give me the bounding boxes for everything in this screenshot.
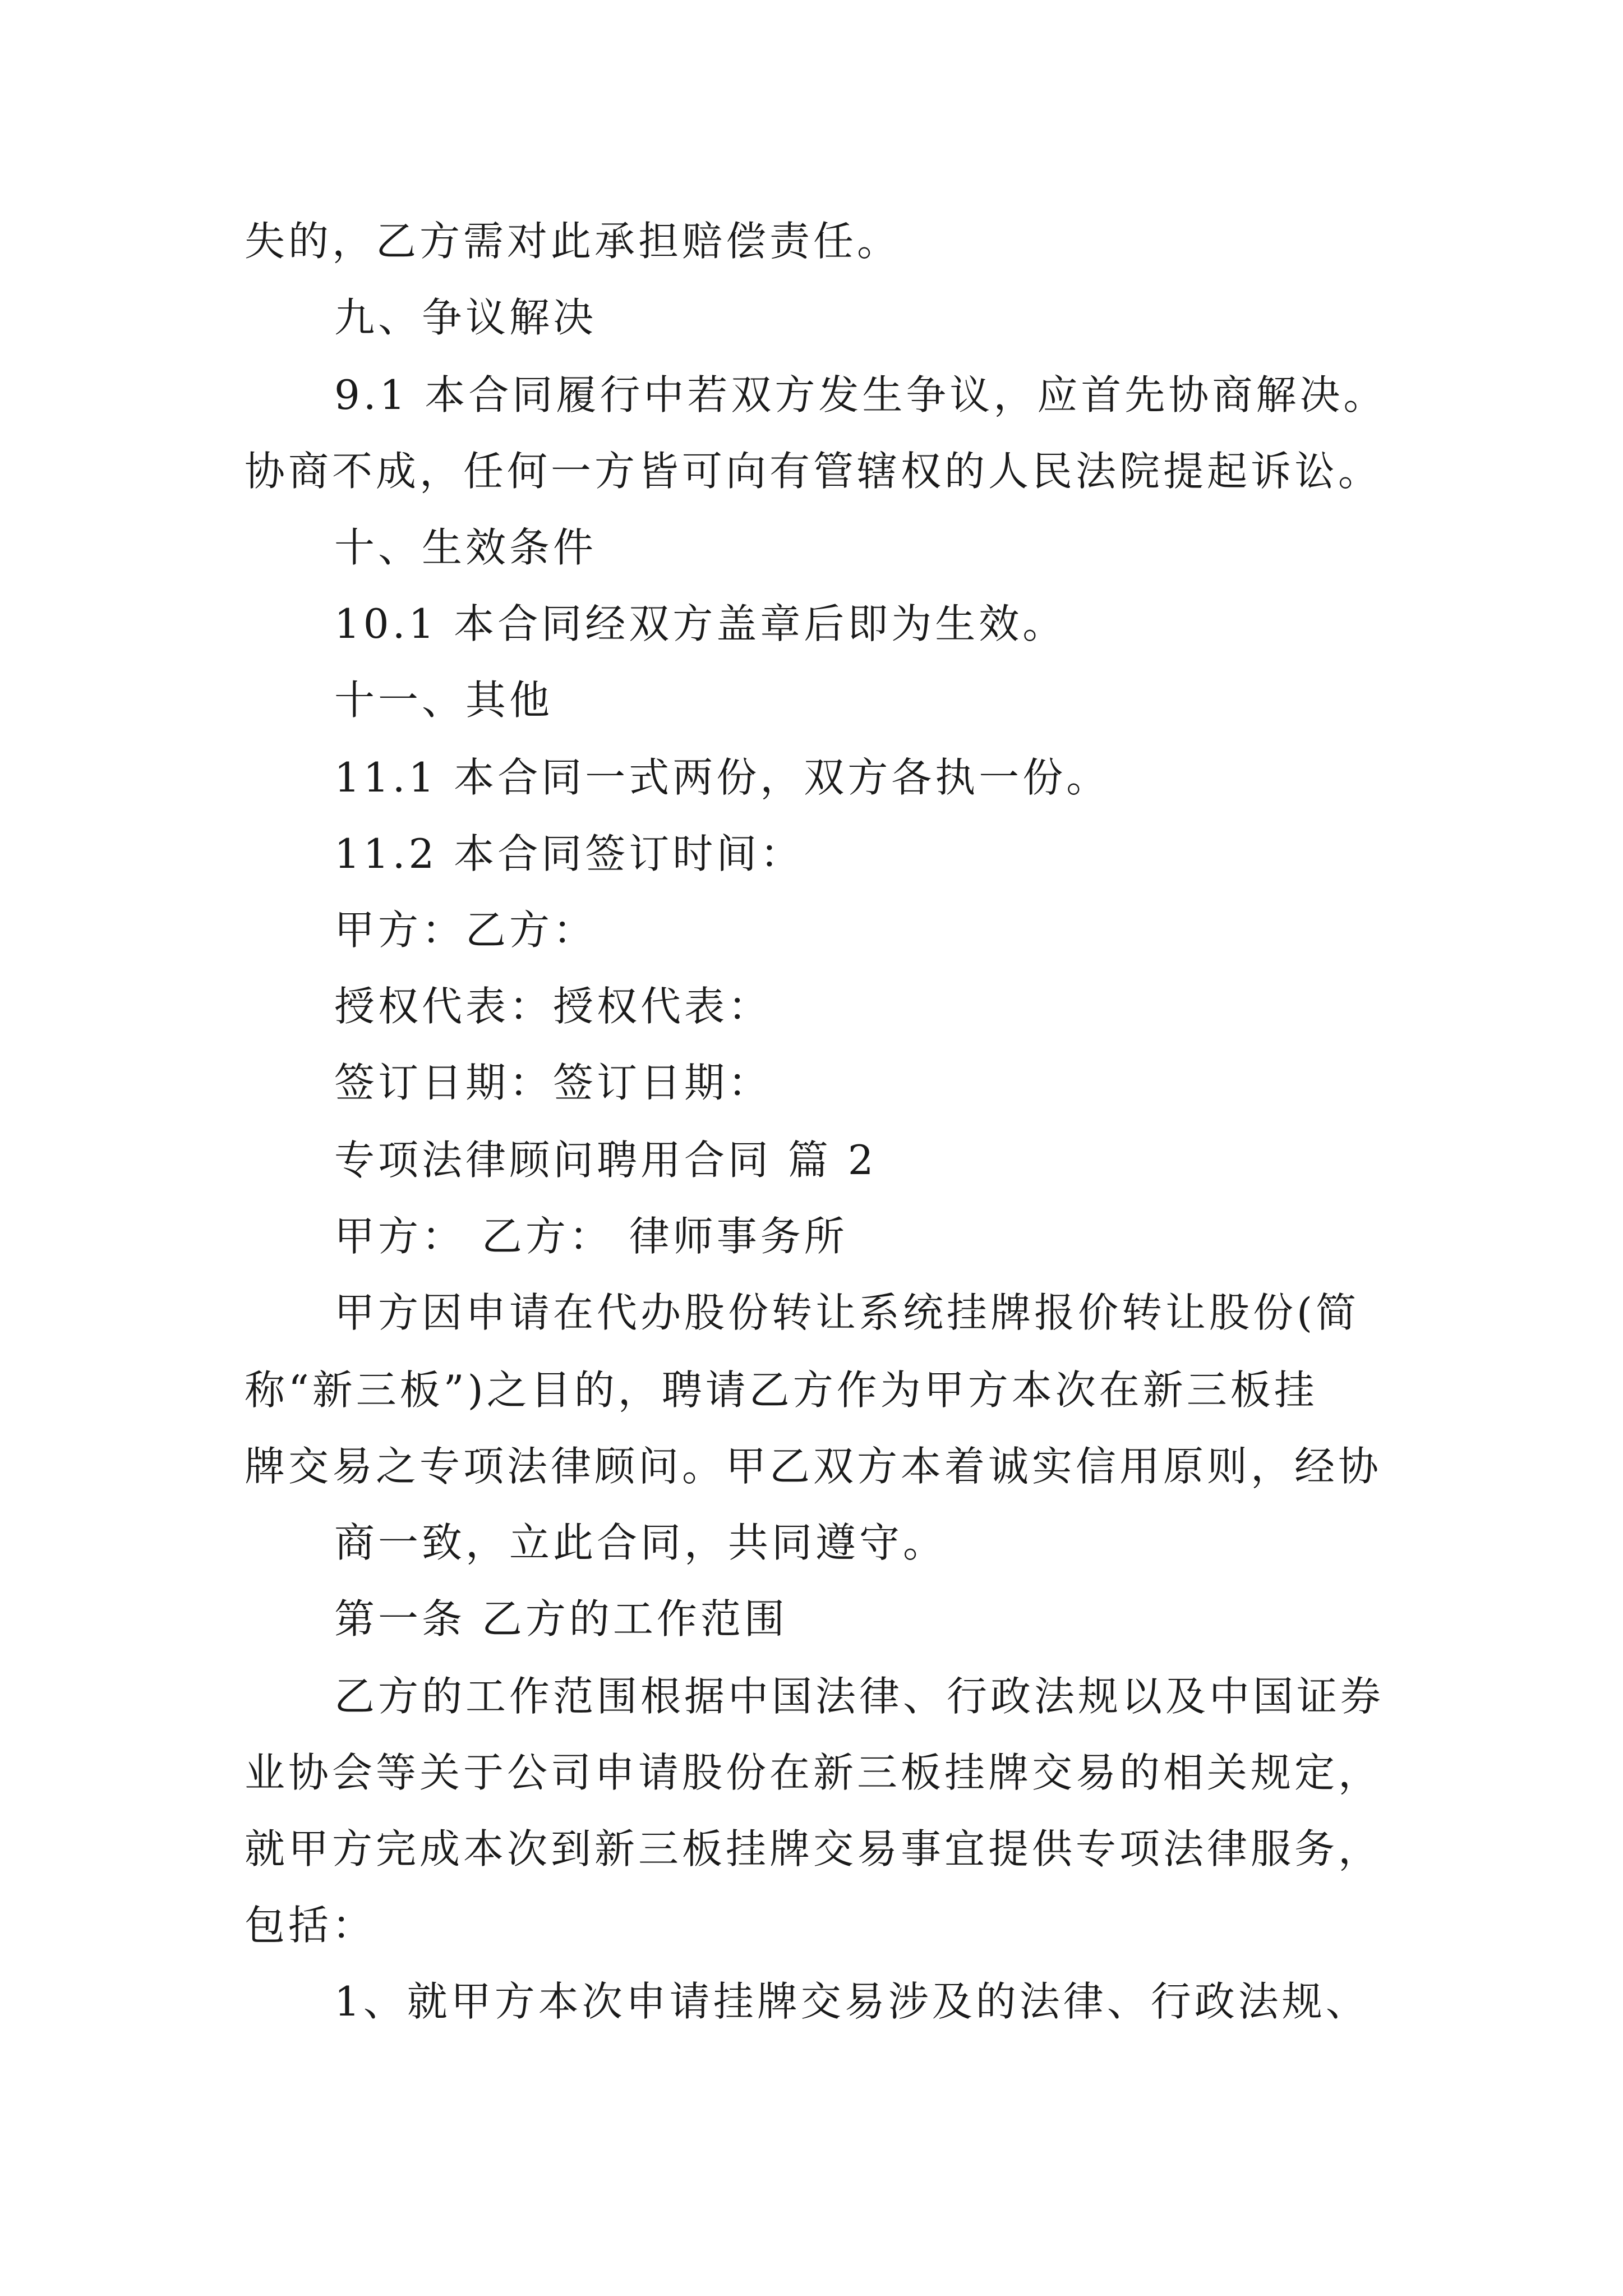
article-heading: 第一条 乙方的工作范围 (334, 1595, 788, 1642)
contract-parties: 甲方： 乙方： 律师事务所 (334, 1213, 848, 1260)
text-line: 10.1 本合同经双方盖章后即为生效。 (334, 600, 1067, 647)
signature-representatives: 授权代表：授权代表： (334, 983, 772, 1030)
list-item: 1、就甲方本次申请挂牌交易涉及的法律、行政法规、 (334, 1978, 1370, 2025)
text-line: 11.2 本合同签订时间： (334, 830, 804, 877)
text-line: 协商不成，任何一方皆可向有管辖权的人民法院提起诉讼。 (245, 448, 1382, 495)
text-line: 9.1 本合同履行中若双方发生争议，应首先协商解决。 (334, 371, 1387, 418)
text-line: 商一致，立此合同，共同遵守。 (334, 1519, 947, 1566)
text-line: 就甲方完成本次到新三板挂牌交易事宜提供专项法律服务， (245, 1825, 1382, 1872)
section-heading: 十、生效条件 (334, 524, 597, 571)
text-line: 乙方的工作范围根据中国法律、行政法规以及中国证券 (334, 1673, 1385, 1720)
section-heading: 十一、其他 (334, 677, 554, 724)
text-line: 失的，乙方需对此承担赔偿责任。 (245, 218, 901, 265)
text-line: 称“新三板”)之目的，聘请乙方作为甲方本次在新三板挂 (245, 1366, 1318, 1414)
signature-parties: 甲方：乙方： (334, 907, 597, 954)
text-line: 包括： (245, 1902, 376, 1949)
text-line: 业协会等关于公司申请股份在新三板挂牌交易的相关规定， (245, 1749, 1382, 1796)
signature-dates: 签订日期：签订日期： (334, 1059, 772, 1106)
contract-title: 专项法律顾问聘用合同 篇 2 (334, 1137, 877, 1184)
section-heading: 九、争议解决 (334, 294, 597, 341)
text-line: 甲方因申请在代办股份转让系统挂牌报价转让股份(简 (334, 1289, 1360, 1336)
text-line: 牌交易之专项法律顾问。甲乙双方本着诚实信用原则，经协 (245, 1443, 1382, 1490)
text-line: 11.1 本合同一式两份，双方各执一份。 (334, 754, 1110, 801)
